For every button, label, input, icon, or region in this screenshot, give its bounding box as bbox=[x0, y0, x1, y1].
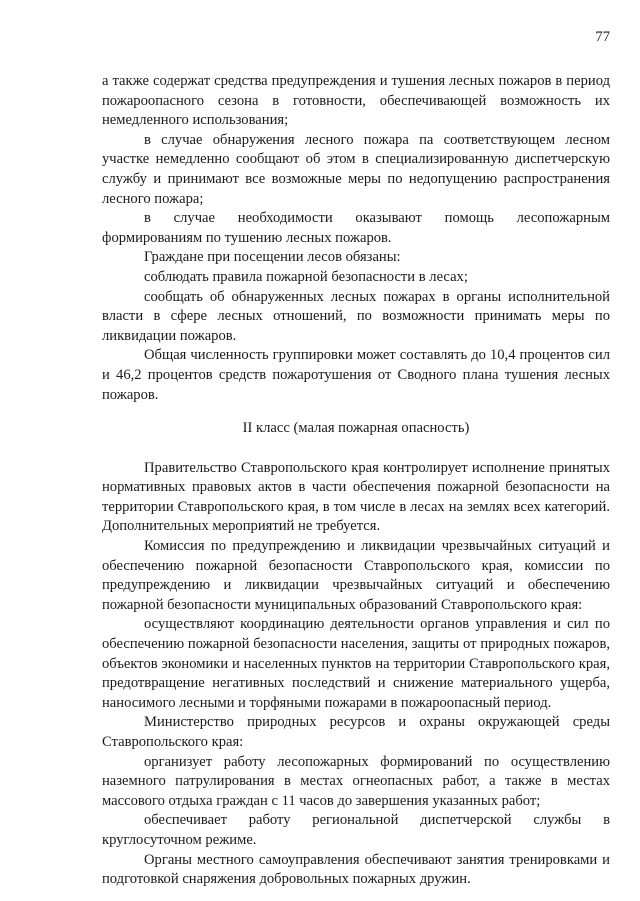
page-number: 77 bbox=[595, 29, 610, 45]
paragraph: осуществляют координацию деятельности органов управления и сил по обеспечению пожарной безопасности населения, защиты от природных пожаров, объектов экономики и населенных пунктов на территории Ставропольского края, предотвращение негативных последствий и снижение материального ущерба, наносимого лесными и торфяными пожарами в пожароопасный период. bbox=[102, 616, 610, 711]
paragraph: в случае необходимости оказывают помощь лесопожарным формированиям по тушению лесных пожаров. bbox=[102, 210, 610, 246]
section-heading: II класс (малая пожарная опасность) bbox=[242, 420, 470, 437]
paragraph: сообщать об обнаруженных лесных пожарах в органы исполнительной власти в сфере лесных отношений, по возможности принимать меры по ликвидации пожаров. bbox=[102, 288, 610, 344]
paragraph: Правительство Ставропольского края контролирует исполнение принятых нормативных правовых актов в части обеспечения пожарной безопасности на территории Ставропольского края, в том числе в лесах на землях всех категорий. Дополнительных мероприятий не требуется. bbox=[102, 459, 610, 535]
paragraph: соблюдать правила пожарной безопасности в лесах; bbox=[144, 268, 468, 285]
paragraph: Общая численность группировки может составлять до 10,4 процентов сил и 46,2 процентов средств пожаротушения от Сводного плана тушения лесных пожаров. bbox=[102, 347, 610, 403]
paragraph: Граждане при посещении лесов обязаны: bbox=[144, 249, 401, 266]
paragraph: а также содержат средства предупреждения и тушения лесных пожаров в период пожароопасного сезона в готовности, обеспечивающей возможность их немедленного использования; bbox=[102, 73, 610, 129]
paragraph: Органы местного самоуправления обеспечивают занятия тренировками и подготовкой снаряжения добровольных пожарных дружин. bbox=[102, 851, 610, 888]
text-block-top bbox=[102, 72, 610, 405]
paragraph: в случае обнаружения лесного пожара па соответствующем лесном участке немедленно сообщают об этом в специализированную диспетчерскую службу и принимают все возможные меры по недопущению распространения лесного пожара; bbox=[102, 131, 610, 207]
paragraph: организует работу лесопожарных формирований по осуществлению наземного патрулирования в местах огнеопасных работ, а также в местах массового отдыха граждан с 11 часов до завершения указанных работ; bbox=[102, 753, 610, 809]
paragraph: Комиссия по предупреждению и ликвидации чрезвычайных ситуаций и обеспечению пожарной безопасности Ставропольского края, комиссии по предупреждению и ликвидации чрезвычайных ситуаций и обеспечению пожарной безопасности муниципальных образований Ставропольского края: bbox=[102, 538, 610, 613]
paragraph: обеспечивает работу региональной диспетчерской службы в круглосуточном режиме. bbox=[102, 812, 610, 848]
text-block-bottom bbox=[102, 459, 610, 890]
paragraph: Министерство природных ресурсов и охраны окружающей среды Ставропольского края: bbox=[102, 714, 610, 750]
